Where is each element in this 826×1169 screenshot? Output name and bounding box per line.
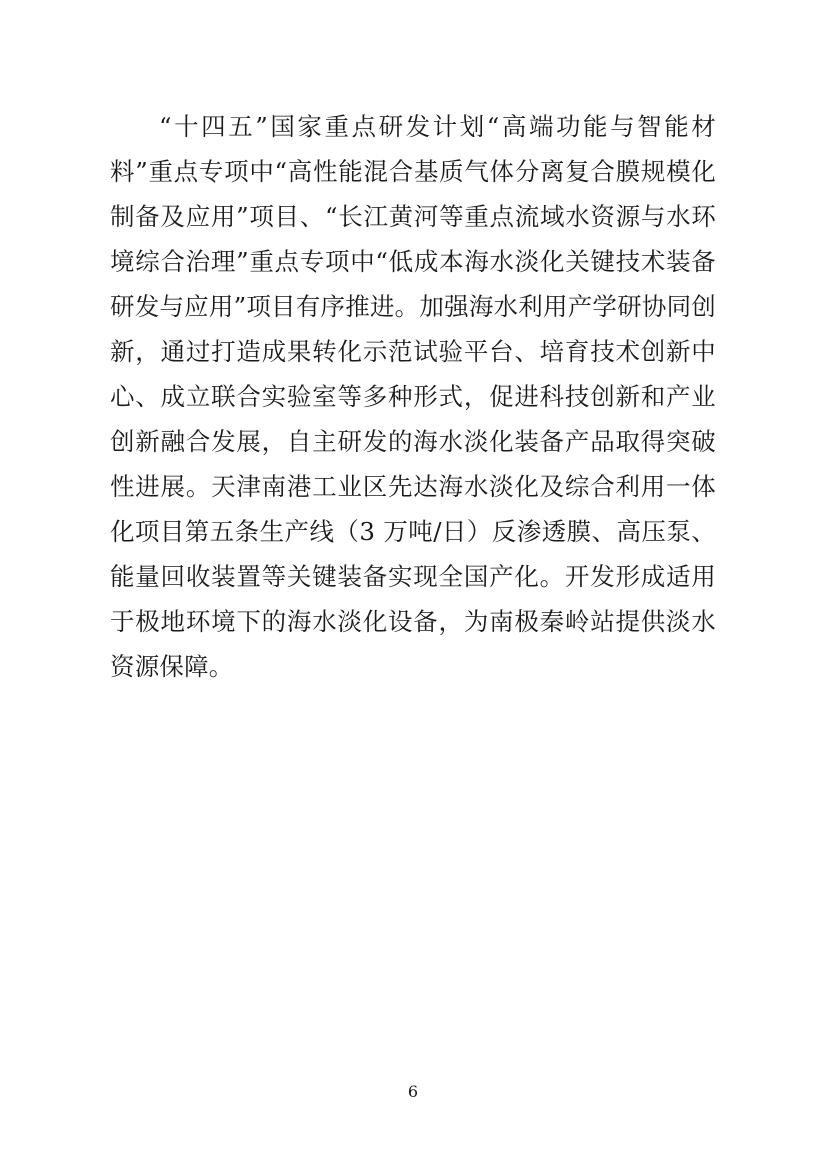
- page-number: 6: [407, 1082, 419, 1101]
- page-content: [110, 104, 716, 689]
- body-paragraph: “十四五”国家重点研发计划“高端功能与智能材料”重点专项中“高性能混合基质气体分离复合膜规模化制备及应用”项目、“长江黄河等重点流域水资源与水环境综合治理”重点专项中“低成本海水淡化关键技术装备研发与应用”项目有序推进。加强海水利用产学研协同创新，通过打造成果转化示范试验平台、培育技术创新中心、成立联合实验室等多种形式，促进科技创新和产业创新融合发展，自主研发的海水淡化装备产品取得突破性进展。天津南港工业区先达海水淡化及综合利用一体化项目第五条生产线（3 万吨/日）反渗透膜、高压泵、能量回收装置等关键装备实现全国产化。开发形成适用于极地环境下的海水淡化设备，为南极秦岭站提供淡水资源保障。: [110, 112, 716, 681]
